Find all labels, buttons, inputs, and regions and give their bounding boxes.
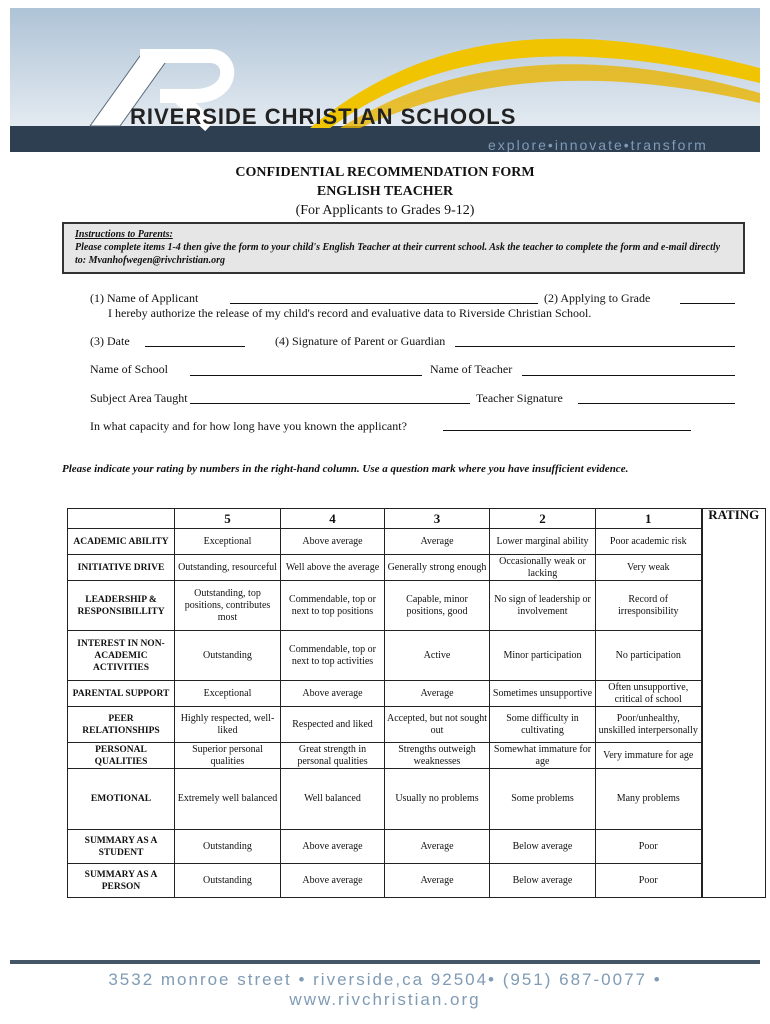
parent-signature-field[interactable]: [455, 346, 735, 347]
subject-field[interactable]: [190, 403, 470, 404]
grade-label: (2) Applying to Grade: [544, 291, 651, 305]
rating-input-cell[interactable]: [702, 830, 766, 864]
date-label: (3) Date: [90, 334, 130, 348]
rating-descriptor: Lower marginal ability: [490, 529, 596, 555]
rating-descriptor: Outstanding: [175, 631, 281, 681]
rating-descriptor: Respected and liked: [281, 707, 385, 743]
teacher-signature-field[interactable]: [578, 403, 735, 404]
footer: [10, 960, 760, 1009]
rating-descriptor: Average: [385, 830, 490, 864]
row-category: SUMMARY AS A PERSON: [68, 864, 175, 898]
rating-descriptor: Some problems: [490, 769, 596, 830]
footer-divider: [10, 960, 760, 964]
rating-descriptor: Accepted, but not sought out: [385, 707, 490, 743]
table-row: [68, 830, 766, 864]
rating-descriptor: Exceptional: [175, 529, 281, 555]
rating-descriptor: Below average: [490, 830, 596, 864]
rating-descriptor: Superior personal qualities: [175, 743, 281, 769]
row-category: PARENTAL SUPPORT: [68, 681, 175, 707]
instructions-body: Please complete items 1-4 then give the form to your child's English Teacher at their current school. Ask the teacher to complete the form and e-mail directly to: Mvanhofwegen@rivchristian.org: [75, 242, 721, 266]
form-subtitle: ENGLISH TEACHER: [316, 184, 454, 199]
rating-descriptor: Record of irresponsibility: [596, 581, 702, 631]
rating-descriptor: Extremely well balanced: [175, 769, 281, 830]
row-category: INTEREST IN NON-ACADEMIC ACTIVITIES: [68, 631, 175, 681]
rating-descriptor: Very weak: [596, 555, 702, 581]
score-header-3: 3: [385, 509, 490, 529]
rating-input-cell[interactable]: [702, 769, 766, 830]
table-row: [68, 631, 766, 681]
instructions-heading: Instructions to Parents:: [75, 229, 173, 240]
rating-descriptor: Usually no problems: [385, 769, 490, 830]
row-category: PERSONAL QUALITIES: [68, 743, 175, 769]
rating-descriptor: Occasionally weak or lacking: [490, 555, 596, 581]
rating-descriptor: Exceptional: [175, 681, 281, 707]
header-banner: [10, 8, 760, 152]
capacity-field[interactable]: [443, 430, 691, 431]
rating-descriptor: Outstanding, resourceful: [175, 555, 281, 581]
school-name: RIVERSIDE CHRISTIAN SCHOOLS: [130, 104, 517, 129]
row-category: SUMMARY AS A STUDENT: [68, 830, 175, 864]
rating-descriptor: Poor: [596, 830, 702, 864]
rating-descriptor: Outstanding, top positions, contributes most: [175, 581, 281, 631]
rating-descriptor: Commendable, top or next to top activities: [281, 631, 385, 681]
table-row: [68, 581, 766, 631]
rating-input-cell[interactable]: [702, 631, 766, 681]
school-tagline: explore•innovate•transform: [488, 137, 708, 152]
rating-descriptor: Poor academic risk: [596, 529, 702, 555]
school-address: 3532 monroe street • riverside,ca 92504• (951) 687-0077 • www.rivchristian.org: [108, 970, 662, 1009]
grade-field[interactable]: [680, 303, 735, 304]
rating-descriptor: Minor participation: [490, 631, 596, 681]
row-category: ACADEMIC ABILITY: [68, 529, 175, 555]
instructions-box: [62, 222, 745, 274]
row-category: INITIATIVE DRIVE: [68, 555, 175, 581]
grade-range: (For Applicants to Grades 9-12): [295, 203, 475, 218]
date-field[interactable]: [145, 346, 245, 347]
row-category: LEADERSHIP & RESPONSIBILLITY: [68, 581, 175, 631]
table-row: [68, 529, 766, 555]
row-category: EMOTIONAL: [68, 769, 175, 830]
rating-descriptor: Outstanding: [175, 830, 281, 864]
rating-descriptor: Commendable, top or next to top positions: [281, 581, 385, 631]
authorization-text: I hereby authorize the release of my child's record and evaluative data to Riverside Christian School.: [108, 306, 592, 320]
rating-descriptor: Poor: [596, 864, 702, 898]
rating-descriptor: Well above the average: [281, 555, 385, 581]
capacity-label: In what capacity and for how long have you known the applicant?: [90, 419, 407, 433]
applicant-field[interactable]: [230, 303, 538, 304]
school-field[interactable]: [190, 375, 422, 376]
rating-column-header: RATING: [702, 509, 766, 529]
table-header-row: [68, 509, 766, 529]
rating-input-cell[interactable]: [702, 707, 766, 743]
form-title: CONFIDENTIAL RECOMMENDATION FORM: [235, 165, 535, 180]
teacher-name-field[interactable]: [522, 375, 735, 376]
rating-descriptor: No participation: [596, 631, 702, 681]
rating-descriptor: Active: [385, 631, 490, 681]
table-row: [68, 681, 766, 707]
applicant-label: (1) Name of Applicant: [90, 291, 199, 305]
rating-descriptor: Capable, minor positions, good: [385, 581, 490, 631]
rating-instructions: Please indicate your rating by numbers in the right-hand column. Use a question mark where you have insufficient evidence.: [62, 463, 629, 475]
rating-descriptor: Average: [385, 864, 490, 898]
row-category: PEER RELATIONSHIPS: [68, 707, 175, 743]
rating-input-cell[interactable]: [702, 529, 766, 555]
rating-descriptor: No sign of leadership or involvement: [490, 581, 596, 631]
rating-descriptor: Above average: [281, 529, 385, 555]
rating-descriptor: Above average: [281, 830, 385, 864]
rating-descriptor: Strengths outweigh weaknesses: [385, 743, 490, 769]
rating-descriptor: Somewhat immature for age: [490, 743, 596, 769]
score-header-5: 5: [175, 509, 281, 529]
table-row: [68, 743, 766, 769]
rating-descriptor: Below average: [490, 864, 596, 898]
rating-input-cell[interactable]: [702, 555, 766, 581]
teacher-signature-label: Teacher Signature: [476, 391, 563, 405]
rating-table: [67, 508, 766, 898]
teacher-name-label: Name of Teacher: [430, 362, 513, 376]
school-logo-graphic: [10, 8, 760, 152]
score-header-4: 4: [281, 509, 385, 529]
rating-descriptor: Above average: [281, 864, 385, 898]
score-header-1: 1: [596, 509, 702, 529]
rating-descriptor: Some difficulty in cultivating: [490, 707, 596, 743]
table-row: [68, 769, 766, 830]
rating-input-cell[interactable]: [702, 681, 766, 707]
rating-descriptor: Sometimes unsupportive: [490, 681, 596, 707]
table-row: [68, 707, 766, 743]
table-row: [68, 555, 766, 581]
school-label: Name of School: [90, 362, 168, 376]
subject-label: Subject Area Taught: [90, 391, 188, 405]
table-row: [68, 864, 766, 898]
parent-signature-label: (4) Signature of Parent or Guardian: [275, 334, 446, 348]
rating-input-cell[interactable]: [702, 581, 766, 631]
rating-descriptor: Average: [385, 681, 490, 707]
rating-descriptor: Many problems: [596, 769, 702, 830]
rating-input-cell[interactable]: [702, 743, 766, 769]
rating-descriptor: Outstanding: [175, 864, 281, 898]
rating-descriptor: Well balanced: [281, 769, 385, 830]
rating-descriptor: Often unsupportive, critical of school: [596, 681, 702, 707]
score-header-2: 2: [490, 509, 596, 529]
rating-descriptor: Very immature for age: [596, 743, 702, 769]
rating-descriptor: Generally strong enough: [385, 555, 490, 581]
rating-descriptor: Above average: [281, 681, 385, 707]
rating-input-cell[interactable]: [702, 864, 766, 898]
header-corner: [68, 509, 175, 529]
rating-descriptor: Great strength in personal qualities: [281, 743, 385, 769]
rating-descriptor: Highly respected, well-liked: [175, 707, 281, 743]
rating-descriptor: Poor/unhealthy, unskilled interpersonally: [596, 707, 702, 743]
rating-descriptor: Average: [385, 529, 490, 555]
